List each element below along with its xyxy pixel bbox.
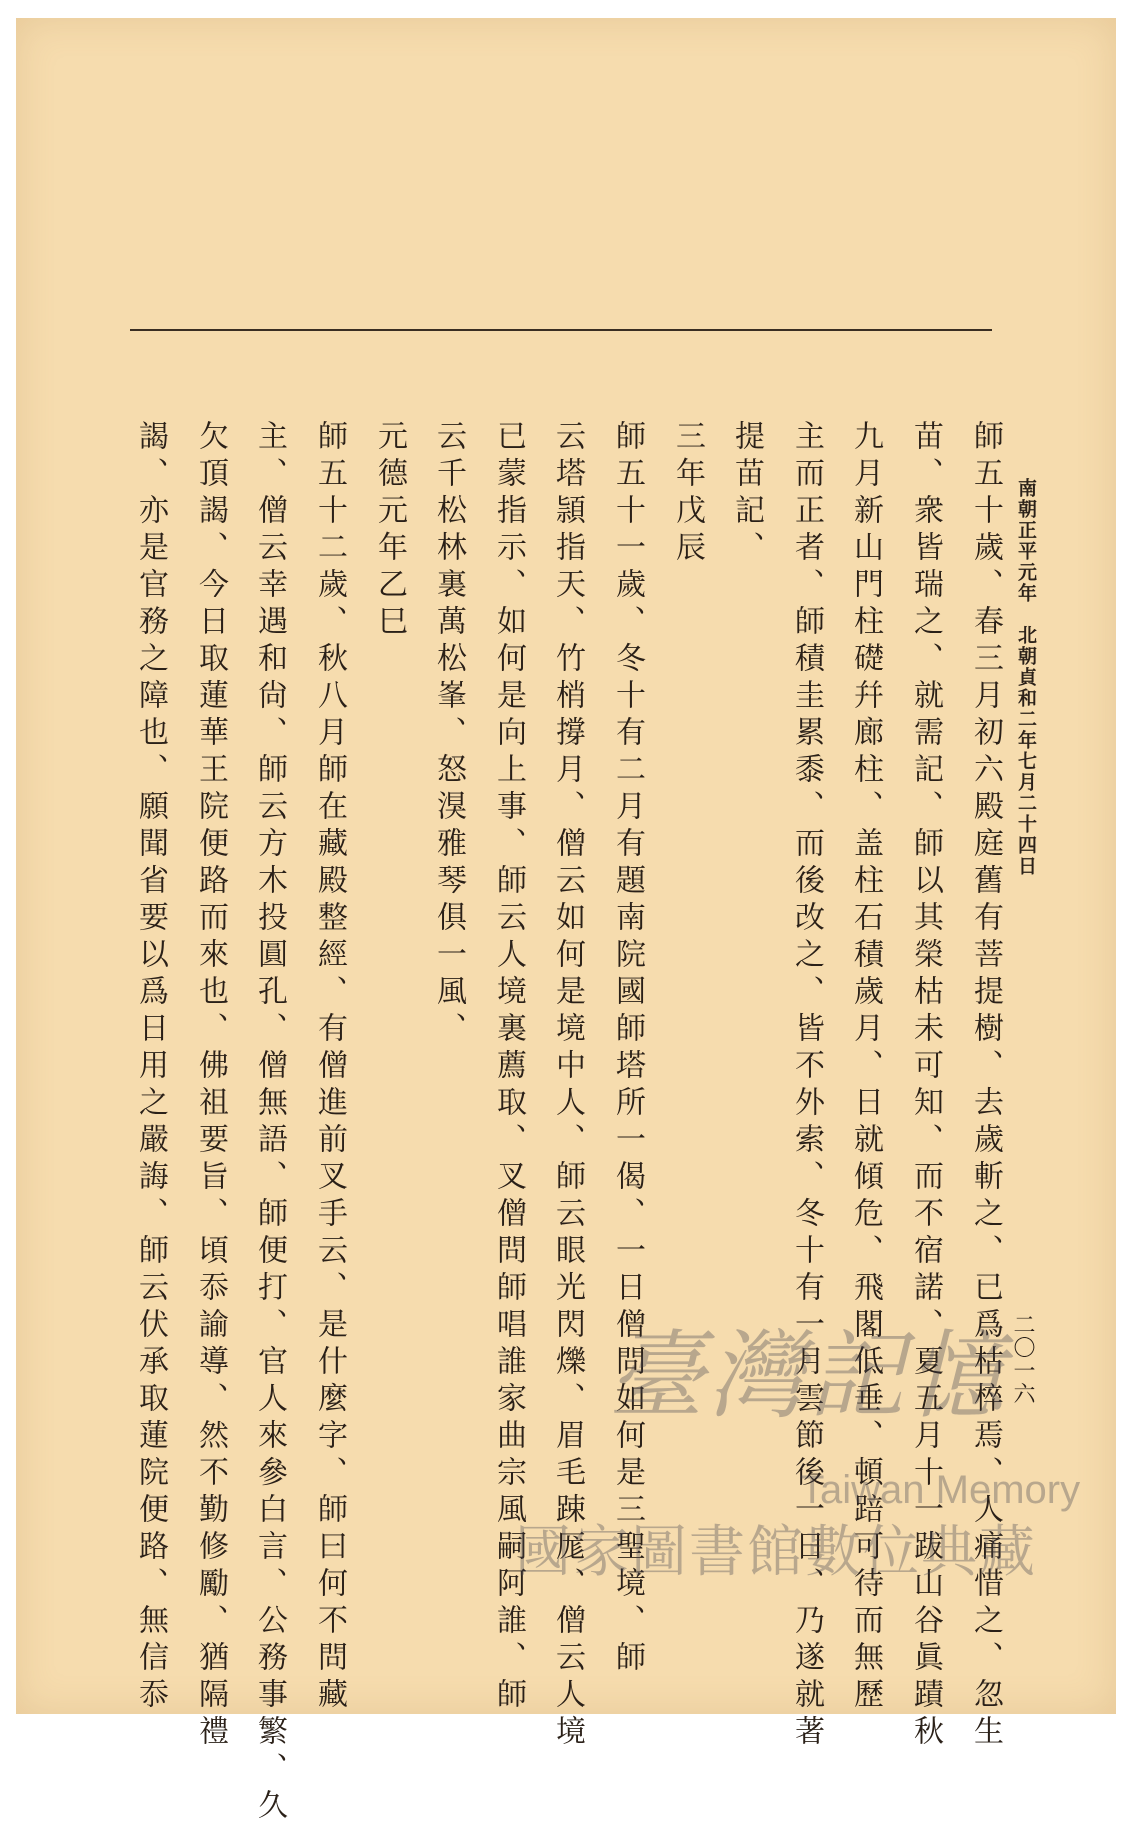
text-column-8: 云塔頴指天、竹梢撐月、僧云如何是境中人、師云眼光閃爍、眉毛踈厖、僧云人境 [550,420,585,1752]
watermark-script-text: 臺灣記憶 [608,1320,1008,1432]
text-column-4: 主而正者、師積圭累黍、而後改之、皆不外索、冬十有一月雲節後一日、乃遂就著 [789,420,824,1752]
text-column-13: 主、僧云幸遇和尙、師云方木投圓孔、僧無語、師便打、官人來參白言、公務事繁、久 [252,420,287,1826]
text-column-6: 三年戊辰 [670,420,705,568]
page-number: 二〇一六 [1010,1313,1035,1405]
text-column-2: 苗、衆皆瑞之、就需記、師以其榮枯未可知、而不宿諾、夏五月十一跋山谷眞蹟秋 [908,420,943,1752]
text-column-3: 九月新山門柱礎幷廊柱、盖柱石積歲月、日就傾危、飛閣低垂、頓踣可待而無歷 [848,420,883,1715]
text-column-11: 元德元年乙巳 [372,420,407,642]
text-column-14: 欠頂謁、今日取蓮華王院便路而來也、佛祖要旨、頃忝諭導、然不勤修勵、猶隔禮 [193,420,228,1752]
watermark-latin-text: Taiwan Memory [800,1468,1081,1512]
text-column-10: 云千松林裏萬松峯、怒湨雅琴俱一風、 [431,420,466,1049]
text-column-9: 已蒙指示、如何是向上事、師云人境裏薦取、叉僧問師唱誰家曲宗風嗣阿誰、師 [491,420,526,1715]
running-header-dates: 南朝正平元年 北朝貞和二年七月二十四日 [1015,478,1037,877]
header-divider-rule [130,329,992,331]
text-column-12: 師五十二歲、秋八月師在藏殿整經、有僧進前叉手云、是什麼字、師曰何不問藏 [312,420,347,1715]
text-column-5: 提苗記、 [729,420,764,568]
text-column-1: 師五十歲、春三月初六殿庭舊有菩提樹、去歲斬之、已爲枯椊焉、人痛惜之、忽生 [968,420,1003,1752]
text-column-15: 謁、亦是官務之障也、願聞省要以爲日用之嚴誨、師云伏承取蓮院便路、無信忝 [133,420,168,1715]
watermark-institution-text: 國家圖書館數位典藏 [515,1520,1037,1583]
text-column-7: 師五十一歲、冬十有二月有題南院國師塔所一偈、一日僧問如何是三聖境、師 [610,420,645,1678]
